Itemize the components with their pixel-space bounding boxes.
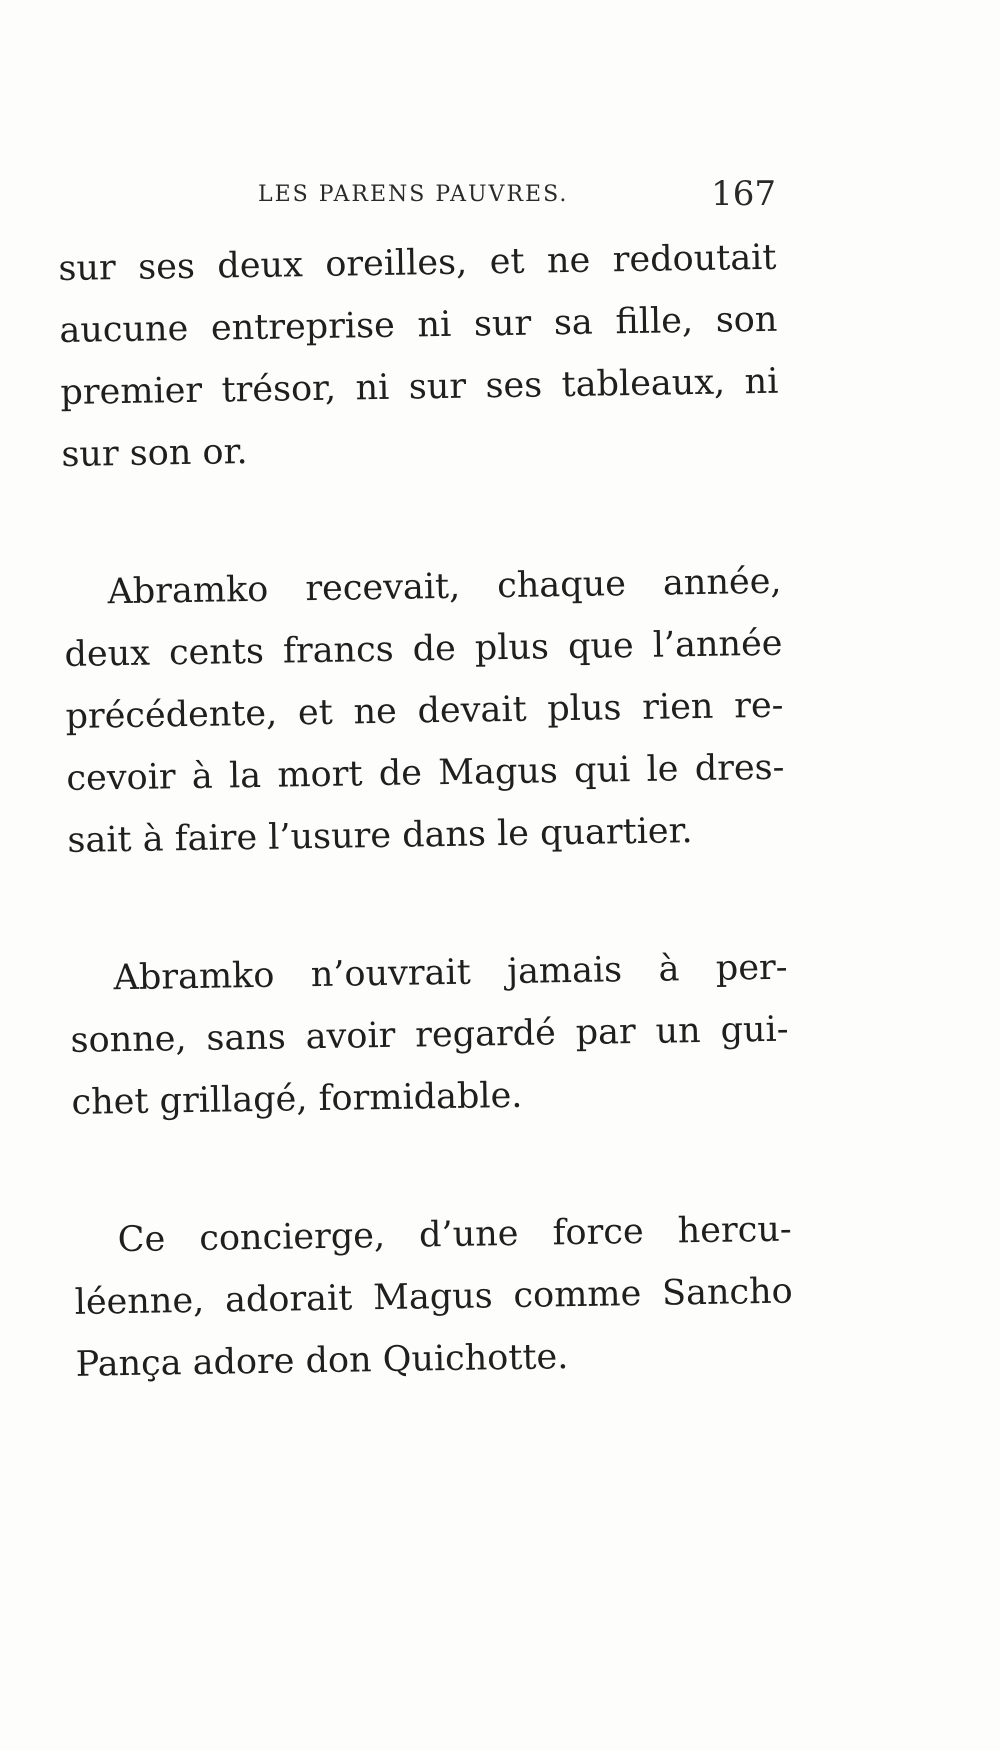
text-line: cevoir à la mort de Magus qui le dres- xyxy=(66,747,785,799)
running-title: LES PARENS PAUVRES. xyxy=(258,182,569,207)
paragraph-4 xyxy=(73,1199,794,1396)
text-line: sait à faire l’usure dans le quartier. xyxy=(67,811,693,861)
page-number: 167 xyxy=(711,174,776,214)
text-line: Ce concierge, d’une force hercu- xyxy=(117,1209,792,1261)
text-line: sonne, sans avoir regardé par un gui- xyxy=(70,1009,789,1061)
text-line: Abramko n’ouvrait jamais à per- xyxy=(113,947,788,999)
text-line: deux cents francs de plus que l’année xyxy=(64,623,783,675)
text-line: premier trésor, ni sur ses tableaux, ni xyxy=(60,361,779,413)
paragraph-3 xyxy=(69,937,790,1134)
paragraph-2 xyxy=(63,551,786,872)
text-line: aucune entreprise ni sur sa fille, son xyxy=(59,299,778,351)
text-line: léenne, adorait Magus comme Sancho xyxy=(74,1271,793,1323)
running-head xyxy=(258,174,778,224)
body-text xyxy=(58,227,795,1472)
text-line: Abramko recevait, chaque année, xyxy=(107,561,782,613)
paragraph-1 xyxy=(58,227,780,486)
text-line: précédente, et ne devait plus rien re- xyxy=(65,685,784,737)
text-line: chet grillagé, formidable. xyxy=(71,1075,523,1123)
text-line: Pança adore don Quichotte. xyxy=(75,1337,569,1385)
text-line: sur ses deux oreilles, et ne redoutait xyxy=(58,237,777,289)
text-line: sur son or. xyxy=(61,432,248,475)
